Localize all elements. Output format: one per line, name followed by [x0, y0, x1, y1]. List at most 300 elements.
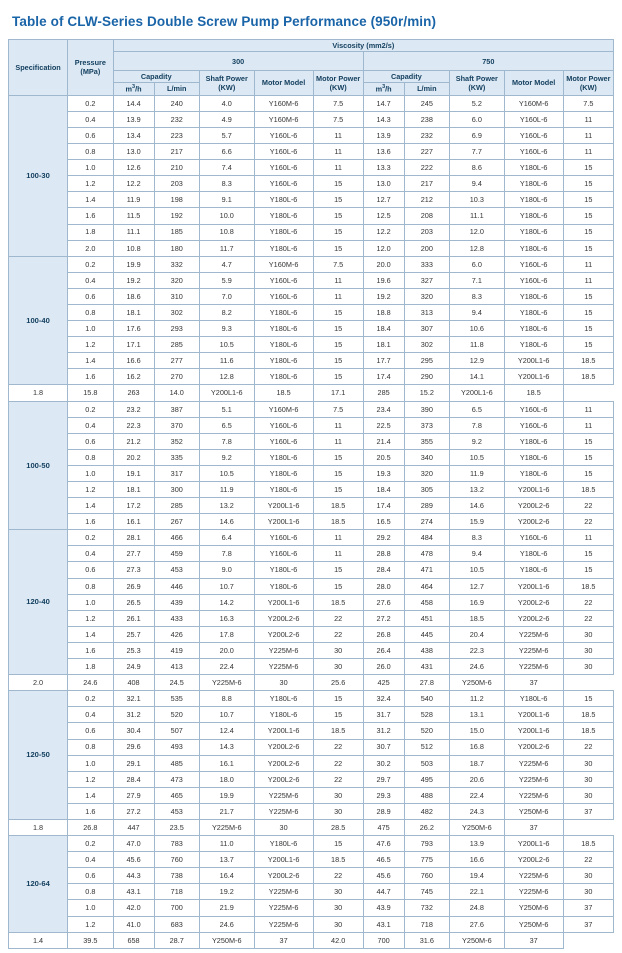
v300-cell: 17.6: [113, 321, 154, 337]
v300-cell: 27.2: [113, 803, 154, 819]
v300-cell: 11.9: [199, 482, 254, 498]
pressure-cell: 0.8: [68, 739, 113, 755]
v750-cell: 20.4: [450, 626, 505, 642]
pressure-cell: 0.2: [68, 95, 113, 111]
v300-cell: 15: [313, 224, 363, 240]
v300-cell: 13.2: [199, 498, 254, 514]
v750-cell: 10.5: [450, 449, 505, 465]
v300-cell: Y180L-6: [254, 707, 313, 723]
v750-cell: 9.4: [450, 304, 505, 320]
v750-cell: 47.6: [363, 836, 404, 852]
table-row: [9, 465, 614, 481]
v300-cell: 320: [154, 272, 199, 288]
v300-cell: 26.8: [68, 819, 113, 835]
pressure-cell: 0.2: [68, 530, 113, 546]
v300-cell: 14.6: [199, 514, 254, 530]
pressure-cell: 1.6: [68, 514, 113, 530]
v750-cell: Y180L-6: [504, 449, 563, 465]
table-head: [9, 40, 614, 96]
v750-cell: 17.1: [313, 385, 363, 401]
v750-cell: 37: [504, 932, 563, 948]
v750-cell: Y200L1-6: [504, 707, 563, 723]
v750-cell: 700: [363, 932, 404, 948]
pressure-cell: 0.8: [68, 578, 113, 594]
v300-cell: Y225M-6: [254, 787, 313, 803]
v750-cell: 9.4: [450, 176, 505, 192]
v750-cell: 482: [404, 803, 449, 819]
v750-cell: 18.5: [450, 610, 505, 626]
v300-cell: 433: [154, 610, 199, 626]
v750-cell: Y200L1-6: [450, 385, 505, 401]
v750-cell: 11.8: [450, 337, 505, 353]
v750-cell: 9.4: [450, 546, 505, 562]
pressure-cell: 0.2: [68, 401, 113, 417]
v750-cell: Y250M-6: [504, 916, 563, 932]
v750-cell: 22: [563, 498, 613, 514]
header-shaft-power-750: Shaft Power (KW): [450, 71, 505, 96]
v750-cell: 17.4: [363, 369, 404, 385]
v750-cell: 37: [563, 900, 613, 916]
v300-cell: Y180L-6: [254, 578, 313, 594]
v750-cell: 6.5: [450, 401, 505, 417]
pressure-cell: 1.2: [68, 337, 113, 353]
v300-cell: 4.7: [199, 256, 254, 272]
v750-cell: 274: [404, 514, 449, 530]
v750-cell: Y225M-6: [504, 884, 563, 900]
table-row: [9, 675, 614, 691]
pressure-cell: 2.0: [68, 240, 113, 256]
v750-cell: 15: [563, 691, 613, 707]
v300-cell: 18.1: [113, 482, 154, 498]
v750-cell: 425: [363, 675, 404, 691]
table-row: [9, 852, 614, 868]
v300-cell: 16.3: [199, 610, 254, 626]
v750-cell: 15: [563, 192, 613, 208]
v750-cell: 11: [563, 111, 613, 127]
v750-cell: 8.6: [450, 160, 505, 176]
v300-cell: Y160M-6: [254, 256, 313, 272]
v750-cell: 16.9: [450, 594, 505, 610]
v300-cell: 11.5: [113, 208, 154, 224]
pressure-cell: 1.4: [68, 192, 113, 208]
v750-cell: 19.3: [363, 465, 404, 481]
pressure-cell: 1.0: [68, 160, 113, 176]
v300-cell: 17.1: [113, 337, 154, 353]
v300-cell: 18.5: [313, 498, 363, 514]
v750-cell: 12.7: [363, 192, 404, 208]
v750-cell: 6.9: [450, 127, 505, 143]
v300-cell: 453: [154, 562, 199, 578]
v750-cell: 775: [404, 852, 449, 868]
v300-cell: 9.2: [199, 449, 254, 465]
v750-cell: 15: [563, 433, 613, 449]
v300-cell: 192: [154, 208, 199, 224]
v300-cell: 10.7: [199, 707, 254, 723]
v300-cell: 16.1: [199, 755, 254, 771]
v750-cell: 30: [563, 659, 613, 675]
v300-cell: 11: [313, 546, 363, 562]
v750-cell: 18.8: [363, 304, 404, 320]
v300-cell: 18.5: [313, 594, 363, 610]
v300-cell: Y225M-6: [254, 642, 313, 658]
v300-cell: Y180L-6: [254, 240, 313, 256]
v750-cell: 31.6: [404, 932, 449, 948]
v750-cell: 333: [404, 256, 449, 272]
table-row: [9, 256, 614, 272]
v300-cell: 15: [313, 321, 363, 337]
v300-cell: 317: [154, 465, 199, 481]
v750-cell: 22: [563, 739, 613, 755]
v750-cell: 208: [404, 208, 449, 224]
table-row: [9, 578, 614, 594]
v300-cell: Y200L1-6: [254, 514, 313, 530]
v300-cell: 15: [313, 304, 363, 320]
v300-cell: 7.5: [313, 111, 363, 127]
table-row: [9, 916, 614, 932]
v300-cell: Y200L2-6: [254, 626, 313, 642]
v750-cell: Y160L-6: [504, 417, 563, 433]
v300-cell: 22: [313, 868, 363, 884]
v750-cell: 9.2: [450, 433, 505, 449]
v300-cell: 12.4: [199, 723, 254, 739]
v750-cell: 12.7: [450, 578, 505, 594]
table-row: [9, 449, 614, 465]
v300-cell: 7.0: [199, 288, 254, 304]
v300-cell: 15: [313, 337, 363, 353]
v300-cell: Y160L-6: [254, 144, 313, 160]
v300-cell: 11.0: [199, 836, 254, 852]
pressure-cell: 1.6: [68, 369, 113, 385]
v300-cell: 15: [313, 369, 363, 385]
v300-cell: 267: [154, 514, 199, 530]
v750-cell: Y250M-6: [450, 932, 505, 948]
v300-cell: 11: [313, 127, 363, 143]
pressure-cell: 1.4: [68, 353, 113, 369]
v750-cell: 27.2: [363, 610, 404, 626]
v300-cell: 14.0: [154, 385, 199, 401]
v300-cell: 535: [154, 691, 199, 707]
v300-cell: 24.6: [68, 675, 113, 691]
v300-cell: 6.5: [199, 417, 254, 433]
v750-cell: 26.0: [363, 659, 404, 675]
v750-cell: Y160L-6: [504, 272, 563, 288]
v750-cell: 15.0: [450, 723, 505, 739]
v750-cell: 458: [404, 594, 449, 610]
v300-cell: 42.0: [113, 900, 154, 916]
v750-cell: 15: [563, 240, 613, 256]
v300-cell: 718: [154, 884, 199, 900]
v750-cell: 16.8: [450, 739, 505, 755]
table-row: [9, 884, 614, 900]
v750-cell: 484: [404, 530, 449, 546]
v300-cell: 19.1: [113, 465, 154, 481]
spec-cell: 120-64: [9, 836, 68, 933]
v750-cell: 15: [563, 562, 613, 578]
v300-cell: 210: [154, 160, 199, 176]
v300-cell: 8.8: [199, 691, 254, 707]
v300-cell: 22.3: [113, 417, 154, 433]
v300-cell: 22: [313, 771, 363, 787]
v300-cell: 15: [313, 192, 363, 208]
v300-cell: 419: [154, 642, 199, 658]
v750-cell: 30: [563, 642, 613, 658]
v750-cell: Y200L2-6: [504, 739, 563, 755]
v750-cell: 24.8: [450, 900, 505, 916]
pressure-cell: 0.8: [68, 144, 113, 160]
v750-cell: 16.6: [450, 852, 505, 868]
header-motor-model-750: Motor Model: [504, 71, 563, 96]
v300-cell: 15: [313, 208, 363, 224]
v300-cell: 30: [313, 884, 363, 900]
v750-cell: Y200L1-6: [504, 369, 563, 385]
v300-cell: Y160L-6: [254, 546, 313, 562]
v750-cell: 12.8: [450, 240, 505, 256]
v750-cell: Y225M-6: [504, 659, 563, 675]
v750-cell: 212: [404, 192, 449, 208]
header-capacity-750: Capadity: [363, 71, 449, 83]
v750-cell: 478: [404, 546, 449, 562]
header-capacity-300: Capadity: [113, 71, 199, 83]
pressure-cell: 0.4: [68, 707, 113, 723]
v300-cell: 263: [113, 385, 154, 401]
v750-cell: 27.8: [404, 675, 449, 691]
v300-cell: 30: [313, 916, 363, 932]
v300-cell: Y160L-6: [254, 288, 313, 304]
v750-cell: Y160L-6: [504, 530, 563, 546]
v300-cell: 7.4: [199, 160, 254, 176]
v300-cell: Y200L2-6: [254, 610, 313, 626]
v300-cell: 352: [154, 433, 199, 449]
v300-cell: Y200L1-6: [254, 498, 313, 514]
v750-cell: 18.5: [563, 836, 613, 852]
v300-cell: 26.5: [113, 594, 154, 610]
v750-cell: 26.2: [404, 819, 449, 835]
v300-cell: 413: [154, 659, 199, 675]
v750-cell: 295: [404, 353, 449, 369]
v300-cell: 783: [154, 836, 199, 852]
pressure-cell: 0.2: [68, 836, 113, 852]
v300-cell: 28.1: [113, 530, 154, 546]
table-row: [9, 755, 614, 771]
v300-cell: 453: [154, 803, 199, 819]
v750-cell: 28.8: [363, 546, 404, 562]
table-row: [9, 836, 614, 852]
v300-cell: 22: [313, 755, 363, 771]
v750-cell: 227: [404, 144, 449, 160]
v750-cell: Y225M-6: [504, 755, 563, 771]
v300-cell: 11: [313, 530, 363, 546]
spec-cell: 120-50: [9, 691, 68, 820]
v750-cell: 28.0: [363, 578, 404, 594]
v750-cell: 22.1: [450, 884, 505, 900]
v750-cell: 15: [563, 321, 613, 337]
v300-cell: 285: [154, 337, 199, 353]
v300-cell: 10.5: [199, 337, 254, 353]
v750-cell: 28.5: [313, 819, 363, 835]
v750-cell: 745: [404, 884, 449, 900]
v750-cell: 13.1: [450, 707, 505, 723]
table-row: [9, 111, 614, 127]
v300-cell: 473: [154, 771, 199, 787]
v750-cell: 30: [563, 868, 613, 884]
v300-cell: 21.9: [199, 900, 254, 916]
v750-cell: 528: [404, 707, 449, 723]
v300-cell: 507: [154, 723, 199, 739]
v300-cell: 293: [154, 321, 199, 337]
v750-cell: 37: [563, 916, 613, 932]
v300-cell: 25.3: [113, 642, 154, 658]
table-row: [9, 771, 614, 787]
v300-cell: Y180L-6: [254, 304, 313, 320]
v750-cell: 8.3: [450, 288, 505, 304]
v750-cell: 13.0: [363, 176, 404, 192]
v300-cell: Y160M-6: [254, 95, 313, 111]
v750-cell: Y180L-6: [504, 433, 563, 449]
v750-cell: 15: [563, 465, 613, 481]
v750-cell: 14.7: [363, 95, 404, 111]
v300-cell: 465: [154, 787, 199, 803]
v300-cell: 10.8: [113, 240, 154, 256]
v750-cell: 21.4: [363, 433, 404, 449]
v300-cell: 10.5: [199, 465, 254, 481]
v300-cell: 426: [154, 626, 199, 642]
v750-cell: 471: [404, 562, 449, 578]
v300-cell: 16.2: [113, 369, 154, 385]
v750-cell: 11: [563, 144, 613, 160]
v300-cell: 6.4: [199, 530, 254, 546]
spec-cell: 120-40: [9, 530, 68, 675]
v750-cell: 11: [563, 530, 613, 546]
v750-cell: 24.6: [450, 659, 505, 675]
table-row: [9, 530, 614, 546]
v750-cell: 313: [404, 304, 449, 320]
v750-cell: 16.5: [363, 514, 404, 530]
v300-cell: 10.8: [199, 224, 254, 240]
v300-cell: 217: [154, 144, 199, 160]
v750-cell: 222: [404, 160, 449, 176]
pressure-cell: 0.4: [68, 852, 113, 868]
table-row: [9, 803, 614, 819]
table-row: [9, 160, 614, 176]
v300-cell: Y200L2-6: [254, 755, 313, 771]
v750-cell: 464: [404, 578, 449, 594]
v750-cell: 327: [404, 272, 449, 288]
v300-cell: 223: [154, 127, 199, 143]
pressure-cell: 0.2: [68, 256, 113, 272]
v750-cell: 12.0: [450, 224, 505, 240]
v300-cell: 18.5: [313, 852, 363, 868]
v300-cell: Y225M-6: [254, 900, 313, 916]
table-row: [9, 144, 614, 160]
v300-cell: 18.5: [254, 385, 313, 401]
spec-cell: 100-30: [9, 95, 68, 256]
v750-cell: 793: [404, 836, 449, 852]
v750-cell: 7.8: [450, 417, 505, 433]
v750-cell: Y225M-6: [504, 787, 563, 803]
table-row: [9, 900, 614, 916]
v750-cell: Y160L-6: [504, 401, 563, 417]
pressure-cell: 2.0: [9, 675, 68, 691]
v750-cell: 13.9: [450, 836, 505, 852]
v300-cell: 5.1: [199, 401, 254, 417]
pressure-cell: 0.4: [68, 272, 113, 288]
v300-cell: 30.4: [113, 723, 154, 739]
v750-cell: 26.8: [363, 626, 404, 642]
v750-cell: 520: [404, 723, 449, 739]
table-row: [9, 95, 614, 111]
v750-cell: Y160L-6: [504, 127, 563, 143]
v300-cell: 7.8: [199, 433, 254, 449]
v300-cell: 9.0: [199, 562, 254, 578]
v300-cell: Y180L-6: [254, 321, 313, 337]
v750-cell: Y180L-6: [504, 465, 563, 481]
v750-cell: Y180L-6: [504, 562, 563, 578]
v750-cell: 25.6: [313, 675, 363, 691]
v300-cell: 45.6: [113, 852, 154, 868]
v750-cell: 302: [404, 337, 449, 353]
table-row: [9, 401, 614, 417]
v300-cell: 23.2: [113, 401, 154, 417]
v750-cell: 15: [563, 208, 613, 224]
table-row: [9, 594, 614, 610]
v300-cell: 22: [313, 739, 363, 755]
v750-cell: Y160M-6: [504, 95, 563, 111]
v300-cell: 16.4: [199, 868, 254, 884]
v300-cell: 15: [313, 176, 363, 192]
table-row: [9, 176, 614, 192]
v300-cell: 7.5: [313, 95, 363, 111]
v300-cell: Y225M-6: [199, 675, 254, 691]
v750-cell: 19.4: [450, 868, 505, 884]
v750-cell: Y250M-6: [450, 819, 505, 835]
v300-cell: Y180L-6: [254, 482, 313, 498]
v300-cell: 760: [154, 852, 199, 868]
v300-cell: 7.5: [313, 256, 363, 272]
v300-cell: Y180L-6: [254, 208, 313, 224]
v750-cell: 28.4: [363, 562, 404, 578]
v750-cell: 15: [563, 224, 613, 240]
v750-cell: 15: [563, 288, 613, 304]
v300-cell: 39.5: [68, 932, 113, 948]
v750-cell: 22: [563, 594, 613, 610]
v300-cell: 335: [154, 449, 199, 465]
v750-cell: 13.3: [363, 160, 404, 176]
pressure-cell: 1.6: [68, 642, 113, 658]
v750-cell: Y180L-6: [504, 160, 563, 176]
v300-cell: 29.6: [113, 739, 154, 755]
v750-cell: 45.6: [363, 868, 404, 884]
v300-cell: 277: [154, 353, 199, 369]
v750-cell: Y180L-6: [504, 288, 563, 304]
pressure-cell: 1.0: [68, 321, 113, 337]
v750-cell: 29.7: [363, 771, 404, 787]
v750-cell: 7.1: [450, 272, 505, 288]
v750-cell: Y200L2-6: [504, 514, 563, 530]
v300-cell: 22.4: [199, 659, 254, 675]
v750-cell: 30.7: [363, 739, 404, 755]
v750-cell: 23.4: [363, 401, 404, 417]
v750-cell: 15: [563, 546, 613, 562]
v300-cell: 203: [154, 176, 199, 192]
v750-cell: 11: [563, 272, 613, 288]
pressure-cell: 1.0: [68, 755, 113, 771]
v300-cell: 232: [154, 111, 199, 127]
v750-cell: Y200L1-6: [504, 723, 563, 739]
spec-cell: 100-40: [9, 256, 68, 385]
v750-cell: 17.7: [363, 353, 404, 369]
header-motor-power-750: Motor Power (KW): [563, 71, 613, 96]
v750-cell: Y180L-6: [504, 691, 563, 707]
